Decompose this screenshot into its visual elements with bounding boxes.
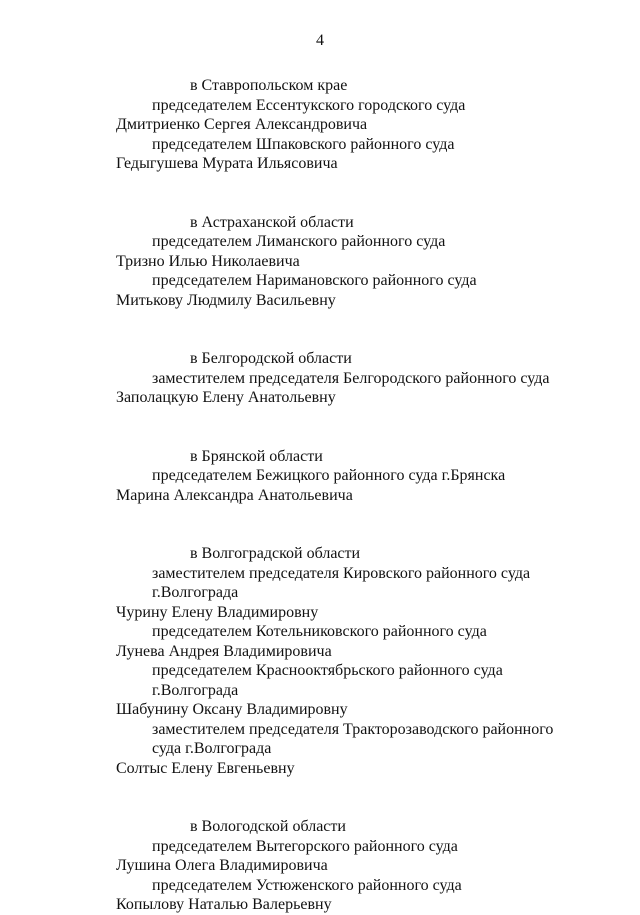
person-name: Митькову Людмилу Васильевну <box>116 291 336 309</box>
person-name: Дмитриенко Сергея Александровича <box>116 116 368 133</box>
region-section <box>0 349 640 408</box>
position-line: председателем Лиманского районного суда <box>152 233 446 250</box>
region-heading: в Брянской области <box>190 447 323 465</box>
position-line: председателем Устюженского районного суда <box>152 876 462 894</box>
region-section <box>0 447 640 506</box>
person-name: Лушина Олега Владимировича <box>116 857 328 874</box>
position-line: заместителем председателя Белгородского районного суда <box>152 369 550 387</box>
region-section <box>0 817 640 915</box>
region-heading: в Вологодской области <box>190 818 346 835</box>
position-line: председателем Ессентукского городского суда <box>152 96 466 114</box>
region-heading: в Волгоградской области <box>190 545 361 562</box>
person-name: Тризно Илью Николаевича <box>116 252 300 270</box>
region-heading: в Белгородской области <box>190 350 352 367</box>
person-name: Копылову Наталью Валерьевну <box>116 896 332 913</box>
position-line: председателем Вытегорского районного суда <box>152 837 458 855</box>
region-section <box>0 544 640 778</box>
position-line: председателем Котельниковского районного суда <box>152 623 487 640</box>
region-heading: в Астраханской области <box>190 213 354 231</box>
position-line: председателем Краснооктябрьского районного суда <box>152 662 503 679</box>
section-gap <box>0 778 640 817</box>
page-number: 4 <box>316 32 324 49</box>
position-line: г.Волгограда <box>152 681 239 699</box>
section-gap <box>0 174 640 213</box>
region-heading: в Ставропольском крае <box>190 77 348 94</box>
section-gap <box>0 408 640 447</box>
person-name: Солтыс Елену Евгеньевну <box>116 759 295 777</box>
person-name: Гедыгушева Мурата Ильясовича <box>116 155 338 172</box>
position-line: заместителем председателя Тракторозаводского районного <box>152 720 554 738</box>
person-name: Шабунину Оксану Владимировну <box>116 701 348 718</box>
region-section <box>0 213 640 311</box>
person-name: Чурину Елену Владимировну <box>116 603 319 621</box>
position-line: председателем Шпаковского районного суда <box>152 135 455 153</box>
position-line: председателем Бежицкого районного суда г.Брянска <box>152 467 506 484</box>
person-name: Марина Александра Анатольевича <box>116 486 353 504</box>
position-line: заместителем председателя Кировского районного суда <box>152 564 531 582</box>
section-gap <box>0 505 640 544</box>
person-name: Заполацкую Елену Анатольевну <box>116 389 336 406</box>
appointment-list <box>0 76 640 915</box>
position-line: г.Волгограда <box>152 584 239 601</box>
position-line: суда г.Волгограда <box>152 740 272 757</box>
person-name: Лунева Андрея Владимировича <box>116 642 332 660</box>
position-line: председателем Наримановского районного суда <box>152 272 477 289</box>
region-section <box>0 76 640 174</box>
section-gap <box>0 310 640 349</box>
